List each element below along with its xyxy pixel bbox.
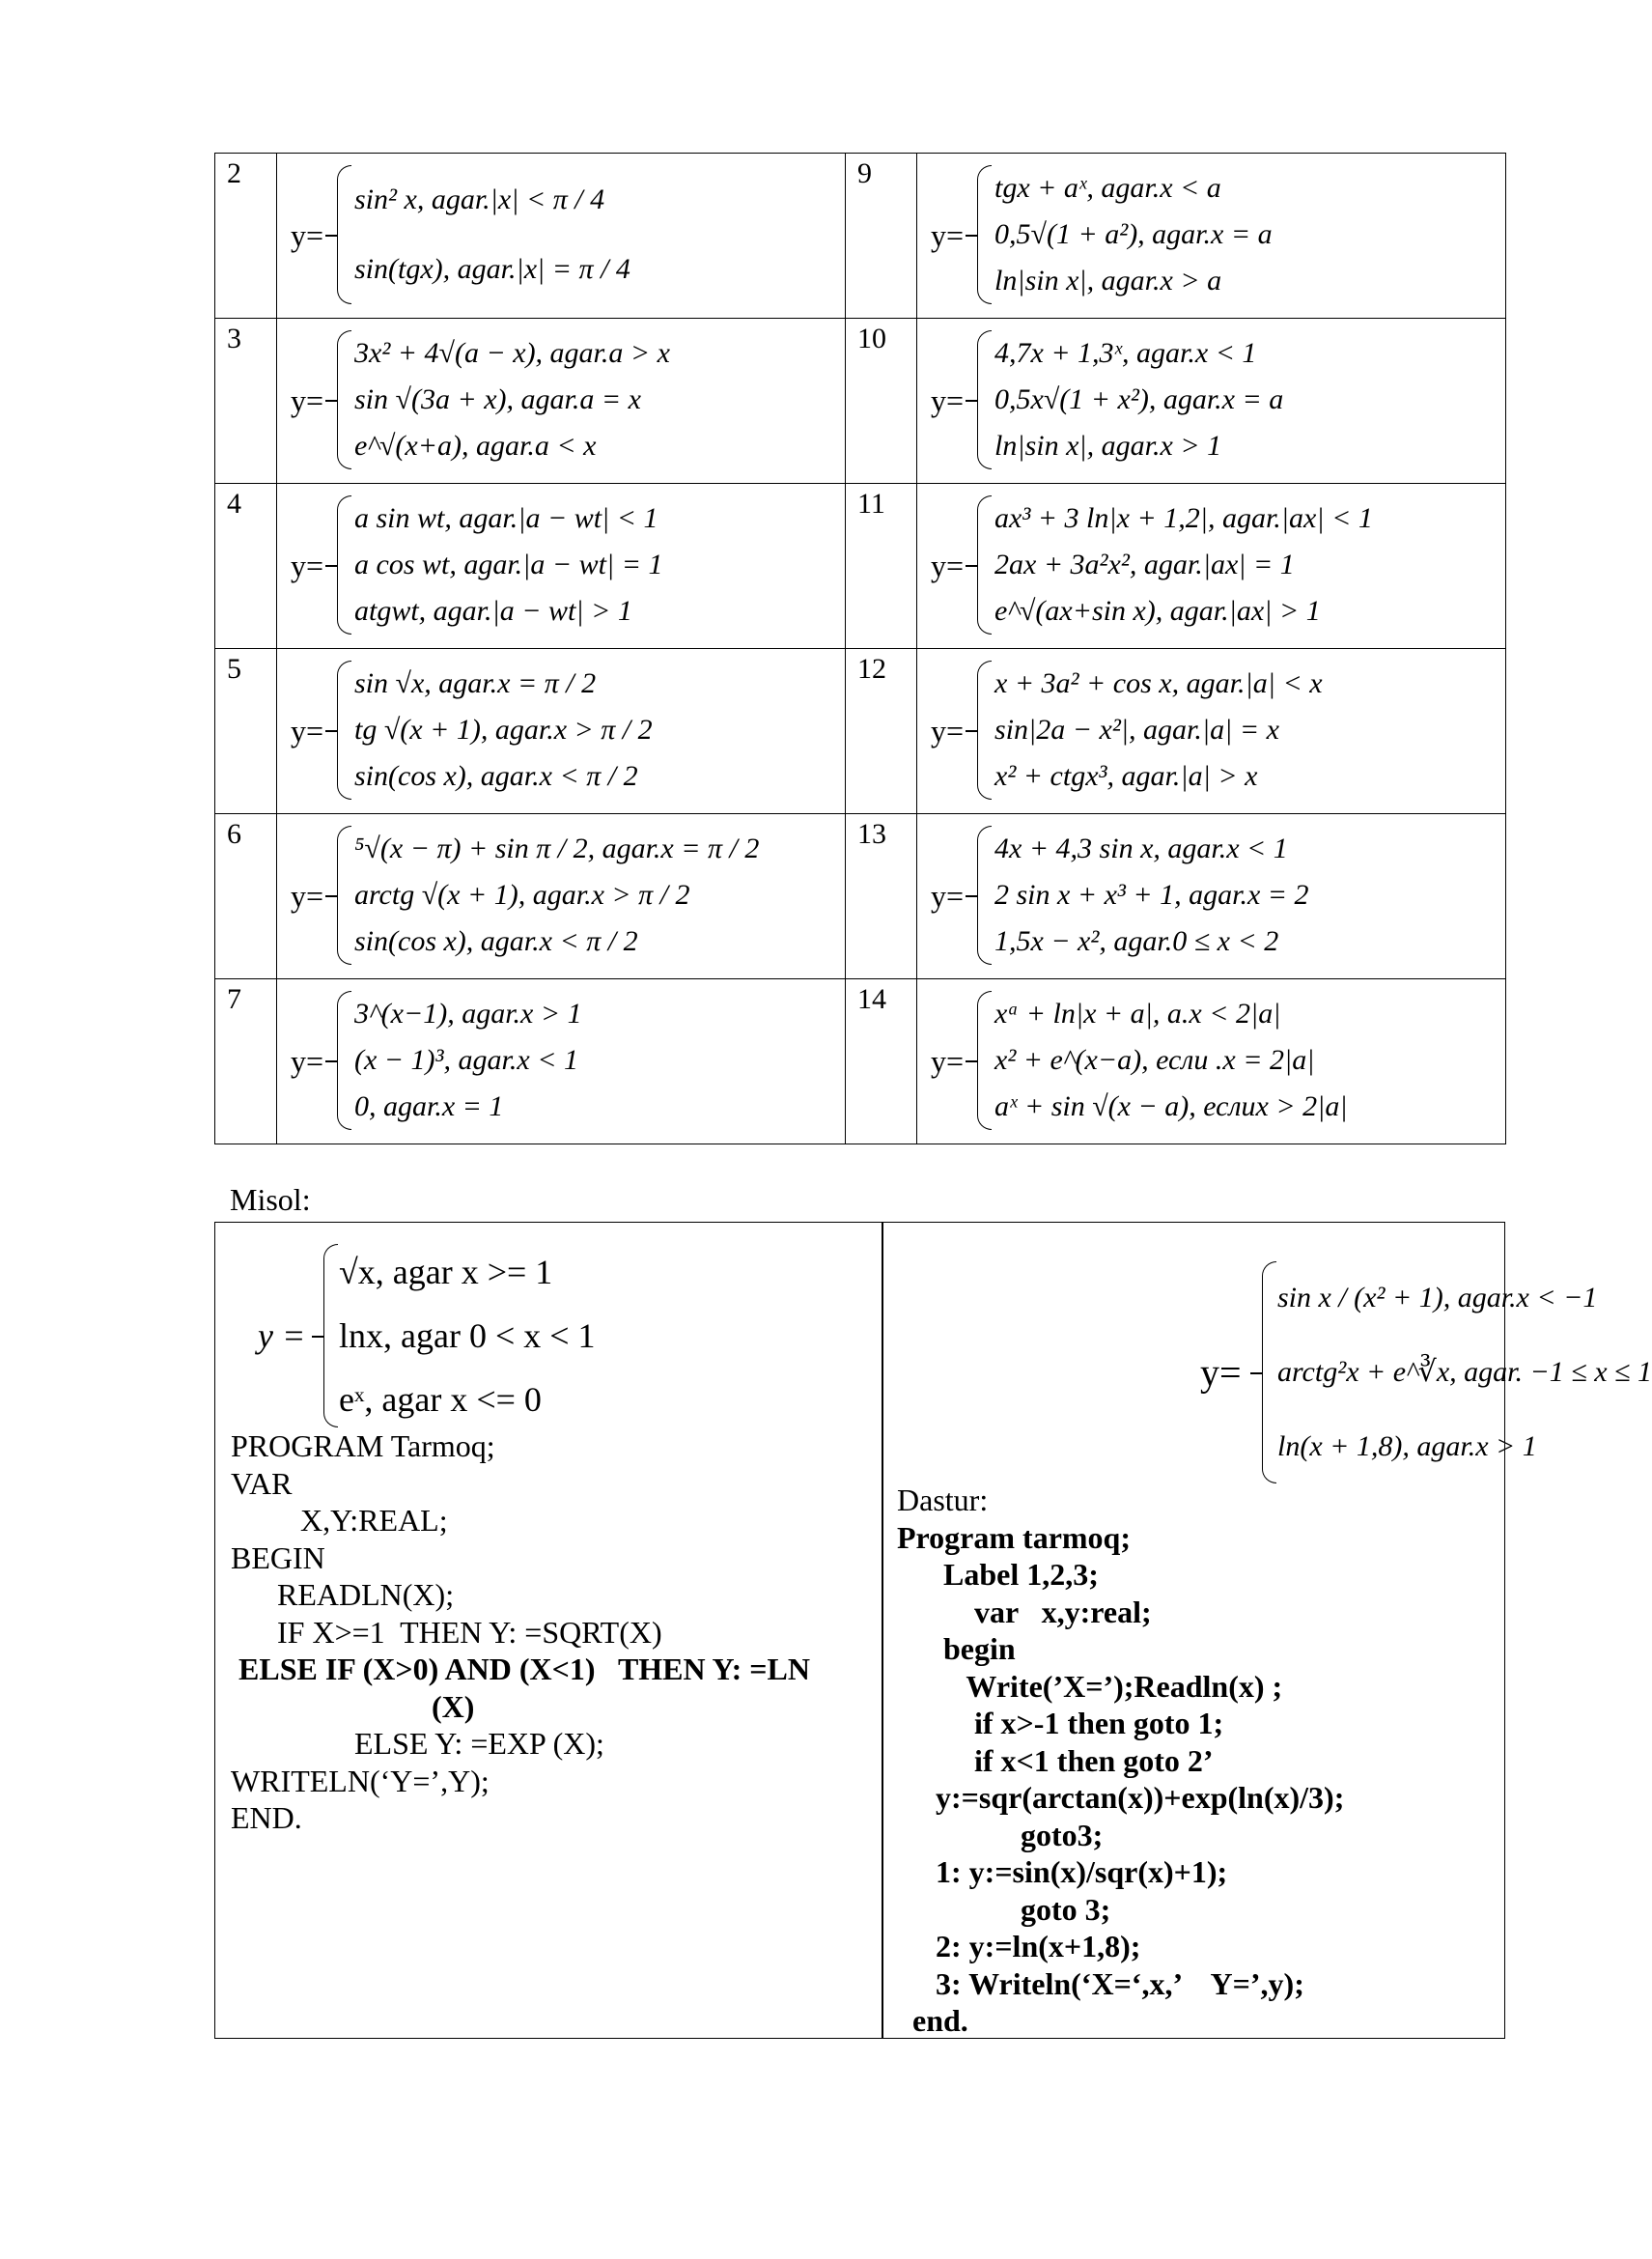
piecewise-formula	[917, 154, 1506, 319]
formula-y: y=	[931, 382, 965, 418]
table-row	[215, 319, 1506, 484]
variant-number: 11	[846, 484, 917, 649]
code-line: (X)	[231, 1688, 475, 1724]
formula-line: 2 sin x + x³ + 1, agar.x = 2	[994, 879, 1309, 911]
code-line: ELSE IF (X>0) AND (X<1) THEN Y: =LN	[231, 1652, 810, 1686]
piecewise-formula	[917, 484, 1506, 649]
code-line: VAR	[231, 1465, 293, 1501]
formula-line: 4x + 4,3 sin x, agar.x < 1	[994, 833, 1288, 864]
formula-y: y=	[291, 548, 324, 583]
piecewise-formula	[917, 319, 1506, 484]
formula-line: tgx + aˣ, agar.x < a	[994, 172, 1221, 204]
piecewise-formula	[277, 154, 846, 319]
code-line: END.	[231, 1800, 302, 1835]
piecewise-formula	[277, 484, 846, 649]
table-row	[215, 484, 1506, 649]
piecewise-formula	[277, 814, 846, 979]
formula-y: y=	[931, 548, 965, 583]
code-line: Dastur:	[897, 1482, 989, 1517]
formula-y: y=	[291, 878, 324, 914]
variant-number: 7	[215, 979, 277, 1144]
formula-line: 1,5x − x², agar.0 ≤ x < 2	[994, 925, 1279, 957]
variant-number: 10	[846, 319, 917, 484]
piecewise-formula	[917, 649, 1506, 814]
code-line: goto 3;	[897, 1891, 1111, 1927]
example-label: Misol:	[230, 1182, 311, 1217]
code-line: WRITELN(‘Y=’,Y);	[231, 1763, 490, 1798]
column-divider	[882, 1223, 883, 2038]
formula-y: y=	[291, 382, 324, 418]
formula-line: tg √(x + 1), agar.x > π / 2	[354, 714, 653, 746]
formula-y: y=	[931, 713, 965, 748]
formula-line: sin √x, agar.x = π / 2	[354, 667, 597, 699]
formula-y: y=	[931, 878, 965, 914]
table-row	[215, 814, 1506, 979]
brace	[977, 495, 992, 635]
code-line: 1: y:=sin(x)/sqr(x)+1);	[897, 1854, 1228, 1889]
formula-line: a cos wt, agar.|a − wt| = 1	[354, 549, 663, 580]
formula-line: 3x² + 4√(a − x), agar.a > x	[354, 337, 670, 369]
formula-line: sin(cos x), agar.x < π / 2	[354, 760, 638, 792]
formula-line: xᵃ + ln|x + a|, a.x < 2|a|	[994, 998, 1281, 1030]
formula-line: atgwt, agar.|a − wt| > 1	[354, 595, 632, 627]
brace	[337, 661, 351, 800]
variant-number: 3	[215, 319, 277, 484]
code-line: IF X>=1 THEN Y: =SQRT(X)	[231, 1614, 662, 1650]
formula-line: ax³ + 3 ln|x + 1,2|, agar.|ax| < 1	[994, 502, 1373, 534]
example-left-formula	[235, 1234, 814, 1437]
code-line: y:=sqr(arctan(x))+exp(ln(x)/3);	[897, 1780, 1345, 1815]
code-line: goto3;	[897, 1817, 1104, 1852]
variant-number: 2	[215, 154, 277, 319]
code-line: Write(’X=’);Readln(x) ;	[897, 1668, 1283, 1704]
formula-y: y =	[258, 1316, 306, 1355]
code-line: ELSE Y: =EXP (X);	[231, 1726, 604, 1761]
formula-line: ⁵√(x − π) + sin π / 2, agar.x = π / 2	[354, 833, 760, 864]
formula-y: y=	[1200, 1350, 1242, 1395]
example-box	[214, 1222, 1652, 2039]
code-line: Program tarmoq;	[897, 1519, 1131, 1555]
formula-line: sin √(3a + x), agar.a = x	[354, 383, 641, 415]
brace	[337, 165, 351, 304]
formula-line: ln|sin x|, agar.x > a	[994, 265, 1222, 296]
formula-line: arctg²x + e^∛x, agar. −1 ≤ x ≤ 1	[1277, 1355, 1652, 1388]
formula-line: (x − 1)³, agar.x < 1	[354, 1044, 578, 1076]
example-right-formula	[891, 1261, 1652, 1483]
formula-line: sin(tgx), agar.|x| = π / 4	[354, 253, 630, 285]
brace	[977, 991, 992, 1130]
piecewise-formula	[917, 979, 1506, 1144]
formula-line: x² + e^(x−a), если .x = 2|a|	[994, 1044, 1315, 1076]
formula-line: 0,5√(1 + a²), agar.x = a	[994, 218, 1273, 250]
code-line: READLN(X);	[231, 1577, 455, 1612]
variant-number: 9	[846, 154, 917, 319]
variant-number: 4	[215, 484, 277, 649]
brace	[337, 330, 351, 469]
formula-y: y=	[291, 713, 324, 748]
formula-line: lnx, agar 0 < x < 1	[339, 1316, 596, 1355]
code-line: var x,y:real;	[897, 1594, 1152, 1629]
piecewise-formula	[917, 814, 1506, 979]
code-line: if x<1 then goto 2’	[897, 1742, 1214, 1778]
piecewise-formula	[277, 649, 846, 814]
formula-line: e^√(ax+sin x), agar.|ax| > 1	[994, 595, 1321, 627]
formula-line: 3^(x−1), agar.x > 1	[354, 998, 582, 1030]
formula-line: sin x / (x² + 1), agar.x < −1	[1277, 1282, 1598, 1314]
table-row	[215, 979, 1506, 1144]
pascal-code-left	[231, 1427, 810, 1837]
variant-number: 5	[215, 649, 277, 814]
table-row	[215, 649, 1506, 814]
brace	[977, 165, 992, 304]
formula-y: y=	[931, 217, 965, 253]
brace	[323, 1244, 338, 1427]
code-line: end.	[897, 2003, 968, 2038]
formula-y: y=	[291, 1043, 324, 1079]
table-row	[215, 154, 1506, 319]
formula-line: sin² x, agar.|x| < π / 4	[354, 184, 605, 215]
variant-number: 12	[846, 649, 917, 814]
formula-line: 4,7x + 1,3ˣ, agar.x < 1	[994, 337, 1257, 369]
brace	[977, 661, 992, 800]
formula-line: aˣ + sin √(x − a), еслих > 2|a|	[994, 1090, 1348, 1122]
variant-number: 13	[846, 814, 917, 979]
code-line: PROGRAM Tarmoq;	[231, 1428, 495, 1463]
formula-line: 2ax + 3a²x², agar.|ax| = 1	[994, 549, 1295, 580]
formula-line: a sin wt, agar.|a − wt| < 1	[354, 502, 658, 534]
brace	[337, 495, 351, 635]
formula-line: sin|2a − x²|, agar.|a| = x	[994, 714, 1279, 746]
brace	[337, 826, 351, 965]
formula-line: x² + ctgx³, agar.|a| > x	[994, 760, 1258, 792]
brace	[977, 826, 992, 965]
task-table	[214, 153, 1506, 1144]
brace	[337, 991, 351, 1130]
code-line: 2: y:=ln(x+1,8);	[897, 1929, 1141, 1963]
formula-line: eˣ, agar x <= 0	[339, 1380, 542, 1419]
pascal-code-right	[897, 1482, 1344, 2040]
formula-line: 0,5x√(1 + x²), agar.x = a	[994, 383, 1284, 415]
formula-y: y=	[931, 1043, 965, 1079]
code-line: X,Y:REAL;	[231, 1503, 448, 1538]
formula-line: 0, agar.x = 1	[354, 1090, 504, 1122]
formula-line: arctg √(x + 1), agar.x > π / 2	[354, 879, 690, 911]
code-line: begin	[897, 1631, 1016, 1666]
variant-number: 14	[846, 979, 917, 1144]
code-line: 3: Writeln(‘X=‘,x,’ Y=’,y);	[897, 1965, 1304, 2001]
brace	[977, 330, 992, 469]
code-line: BEGIN	[231, 1539, 325, 1575]
formula-line: x + 3a² + cos x, agar.|a| < x	[994, 667, 1323, 699]
formula-line: sin(cos x), agar.x < π / 2	[354, 925, 638, 957]
formula-line: e^√(x+a), agar.a < x	[354, 430, 597, 462]
variant-number: 6	[215, 814, 277, 979]
brace	[1262, 1261, 1276, 1483]
code-line: Label 1,2,3;	[897, 1557, 1099, 1592]
formula-y: y=	[291, 217, 324, 253]
formula-line: √x, agar x >= 1	[339, 1253, 553, 1291]
piecewise-formula	[277, 319, 846, 484]
formula-line: ln(x + 1,8), agar.x > 1	[1277, 1429, 1537, 1462]
formula-line: ln|sin x|, agar.x > 1	[994, 430, 1222, 462]
code-line: if x>-1 then goto 1;	[897, 1706, 1224, 1740]
piecewise-formula	[277, 979, 846, 1144]
